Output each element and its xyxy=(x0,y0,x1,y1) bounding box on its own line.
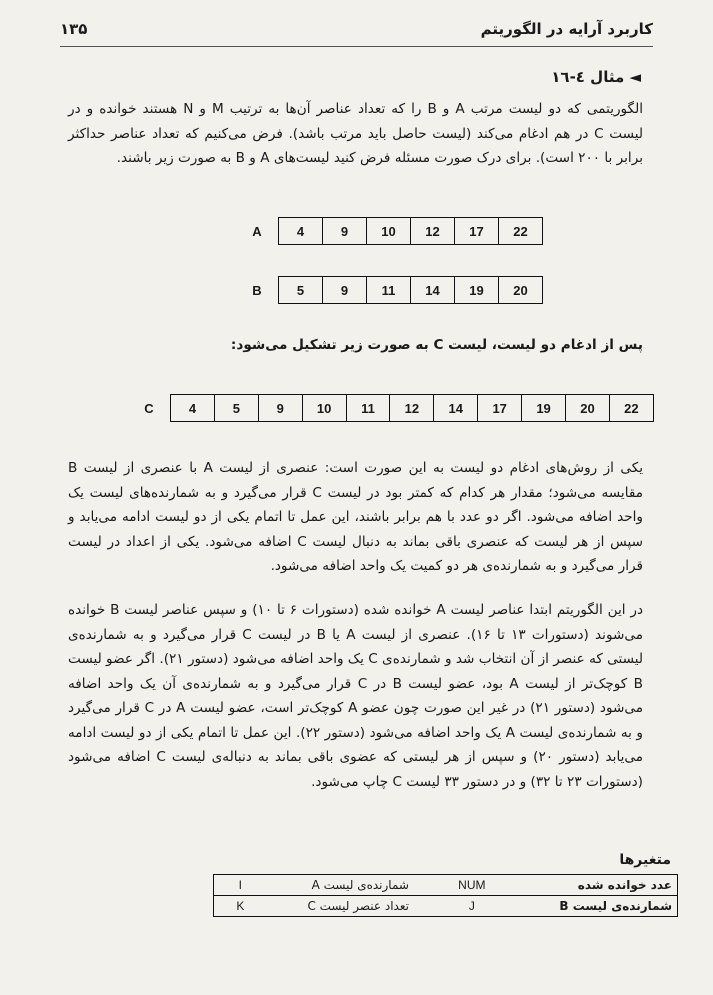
var-symbol: I xyxy=(214,875,267,896)
var-desc: شمارنده‌ی لیست A xyxy=(267,875,414,896)
page-number: ۱۳۵ xyxy=(60,20,88,38)
variables-title: متغیرها xyxy=(619,852,671,868)
array-cell: 17 xyxy=(454,218,498,244)
array-c-label: C xyxy=(144,400,154,416)
array-b-cells xyxy=(278,276,543,304)
array-cell: 14 xyxy=(433,395,477,421)
var-desc: عدد خوانده شده xyxy=(530,875,678,896)
array-cell: 10 xyxy=(366,218,410,244)
variables-table xyxy=(213,874,678,917)
array-cell: 12 xyxy=(410,218,454,244)
after-merge-text: پس از ادغام دو لیست، لیست C به صورت زیر تشکیل می‌شود: xyxy=(230,337,643,353)
array-c xyxy=(140,394,654,422)
array-cell: 17 xyxy=(477,395,521,421)
array-cell: 9 xyxy=(258,395,302,421)
array-cell: 11 xyxy=(366,277,410,303)
array-cell: 22 xyxy=(609,395,653,421)
array-cell: 14 xyxy=(410,277,454,303)
array-cell: 9 xyxy=(322,277,366,303)
array-cell: 12 xyxy=(389,395,433,421)
array-a-cells xyxy=(278,217,543,245)
array-cell: 10 xyxy=(302,395,346,421)
var-desc: شمارنده‌ی لیست B xyxy=(530,896,678,917)
table-row xyxy=(214,875,678,896)
header-divider xyxy=(60,46,653,47)
array-cell: 4 xyxy=(188,400,197,416)
array-cell: 5 xyxy=(214,395,258,421)
array-cell: 5 xyxy=(296,282,305,298)
example-title: ◄ مثال ٤-١٦ xyxy=(551,68,641,86)
example-paragraph-2: یکی از روش‌های ادغام دو لیست به این صورت است: عنصری از لیست A با عنصری از لیست B مقایسه می‌شود؛ مقدار هر کدام که کمتر بود در لیست C قرار می‌گیرد و به شمارنده‌های لیست یک واحد اضافه می‌شود. اگر دو عدد با هم برابر باشند، این عمل تا اتمام یکی از دو لیست ادامه می‌یابد و سپس از هر لیست که عنصری باقی بماند به دنبال لیست C اضافه می‌شود. یکی از اعداد در لیست قرار می‌گیرد و به شمارنده‌ی هر دو کمیت یک واحد اضافه می‌شود. xyxy=(68,460,643,574)
array-a xyxy=(248,217,543,245)
array-cell: 19 xyxy=(521,395,565,421)
array-cell: 20 xyxy=(498,277,542,303)
array-b-label: B xyxy=(252,282,262,298)
array-c-cells xyxy=(170,394,654,422)
array-a-label: A xyxy=(252,223,262,239)
chapter-title: کاربرد آرایه در الگوریتم xyxy=(480,20,653,38)
array-cell: 9 xyxy=(322,218,366,244)
array-cell: 4 xyxy=(296,223,305,239)
var-symbol: K xyxy=(214,896,267,917)
array-b xyxy=(248,276,543,304)
example-paragraph-3: در این الگوریتم ابتدا عناصر لیست A خوانده شده (دستورات ۶ تا ۱۰) و سپس عناصر لیست B خوانده می‌شوند (دستورات ۱۳ تا ۱۶). عنصری از لیست A یا B در لیست C قرار می‌گیرد و به شمارنده‌ی لیستی که عنصر از آن انتخاب شد و شمارنده‌ی C یک واحد اضافه می‌شود (دستور ۲۱). اگر عضو لیست B کوچک‌تر از لیست A بود، عضو لیست B در C قرار می‌گیرد و به شمارنده‌ی آن یک واحد اضافه می‌شود (دستور ۲۱) در غیر این صورت چون عضو A کوچک‌تر است، عضو لیست A در C قرار می‌گیرد و به شمارنده‌ی لیست A یک واحد اضافه می‌شود (دستور ۲۲). این عمل تا اتمام یکی از دو لیست ادامه می‌یابد (دستور ۲۰) و سپس از هر لیستی که عضوی باقی بماند به دنباله‌ی لیست C اضافه می‌شود (دستورات ۲۳ تا ۳۲) و در دستور ۳۳ لیست C چاپ می‌شود. xyxy=(68,602,644,790)
page-header xyxy=(60,16,653,42)
array-cell: 20 xyxy=(565,395,609,421)
table-row xyxy=(214,896,678,917)
array-cell: 11 xyxy=(346,395,390,421)
array-cell: 19 xyxy=(454,277,498,303)
example-paragraph-1: الگوریتمی که دو لیست مرتب A و B را که تعداد عناصر آن‌ها به ترتیب M و N هستند خوانده و در لیست C در هم ادغام می‌کند (لیست حاصل باید مرتب باشد). فرض می‌کنیم که تعداد عناصر حداکثر برابر با ۲۰۰ است). برای درک صورت مسئله فرض کنید لیست‌های A و B به صورت زیر باشند. xyxy=(68,101,644,166)
var-desc: تعداد عنصر لیست C xyxy=(267,896,414,917)
var-symbol: J xyxy=(414,896,530,917)
array-cell: 22 xyxy=(498,218,542,244)
var-symbol: NUM xyxy=(414,875,530,896)
